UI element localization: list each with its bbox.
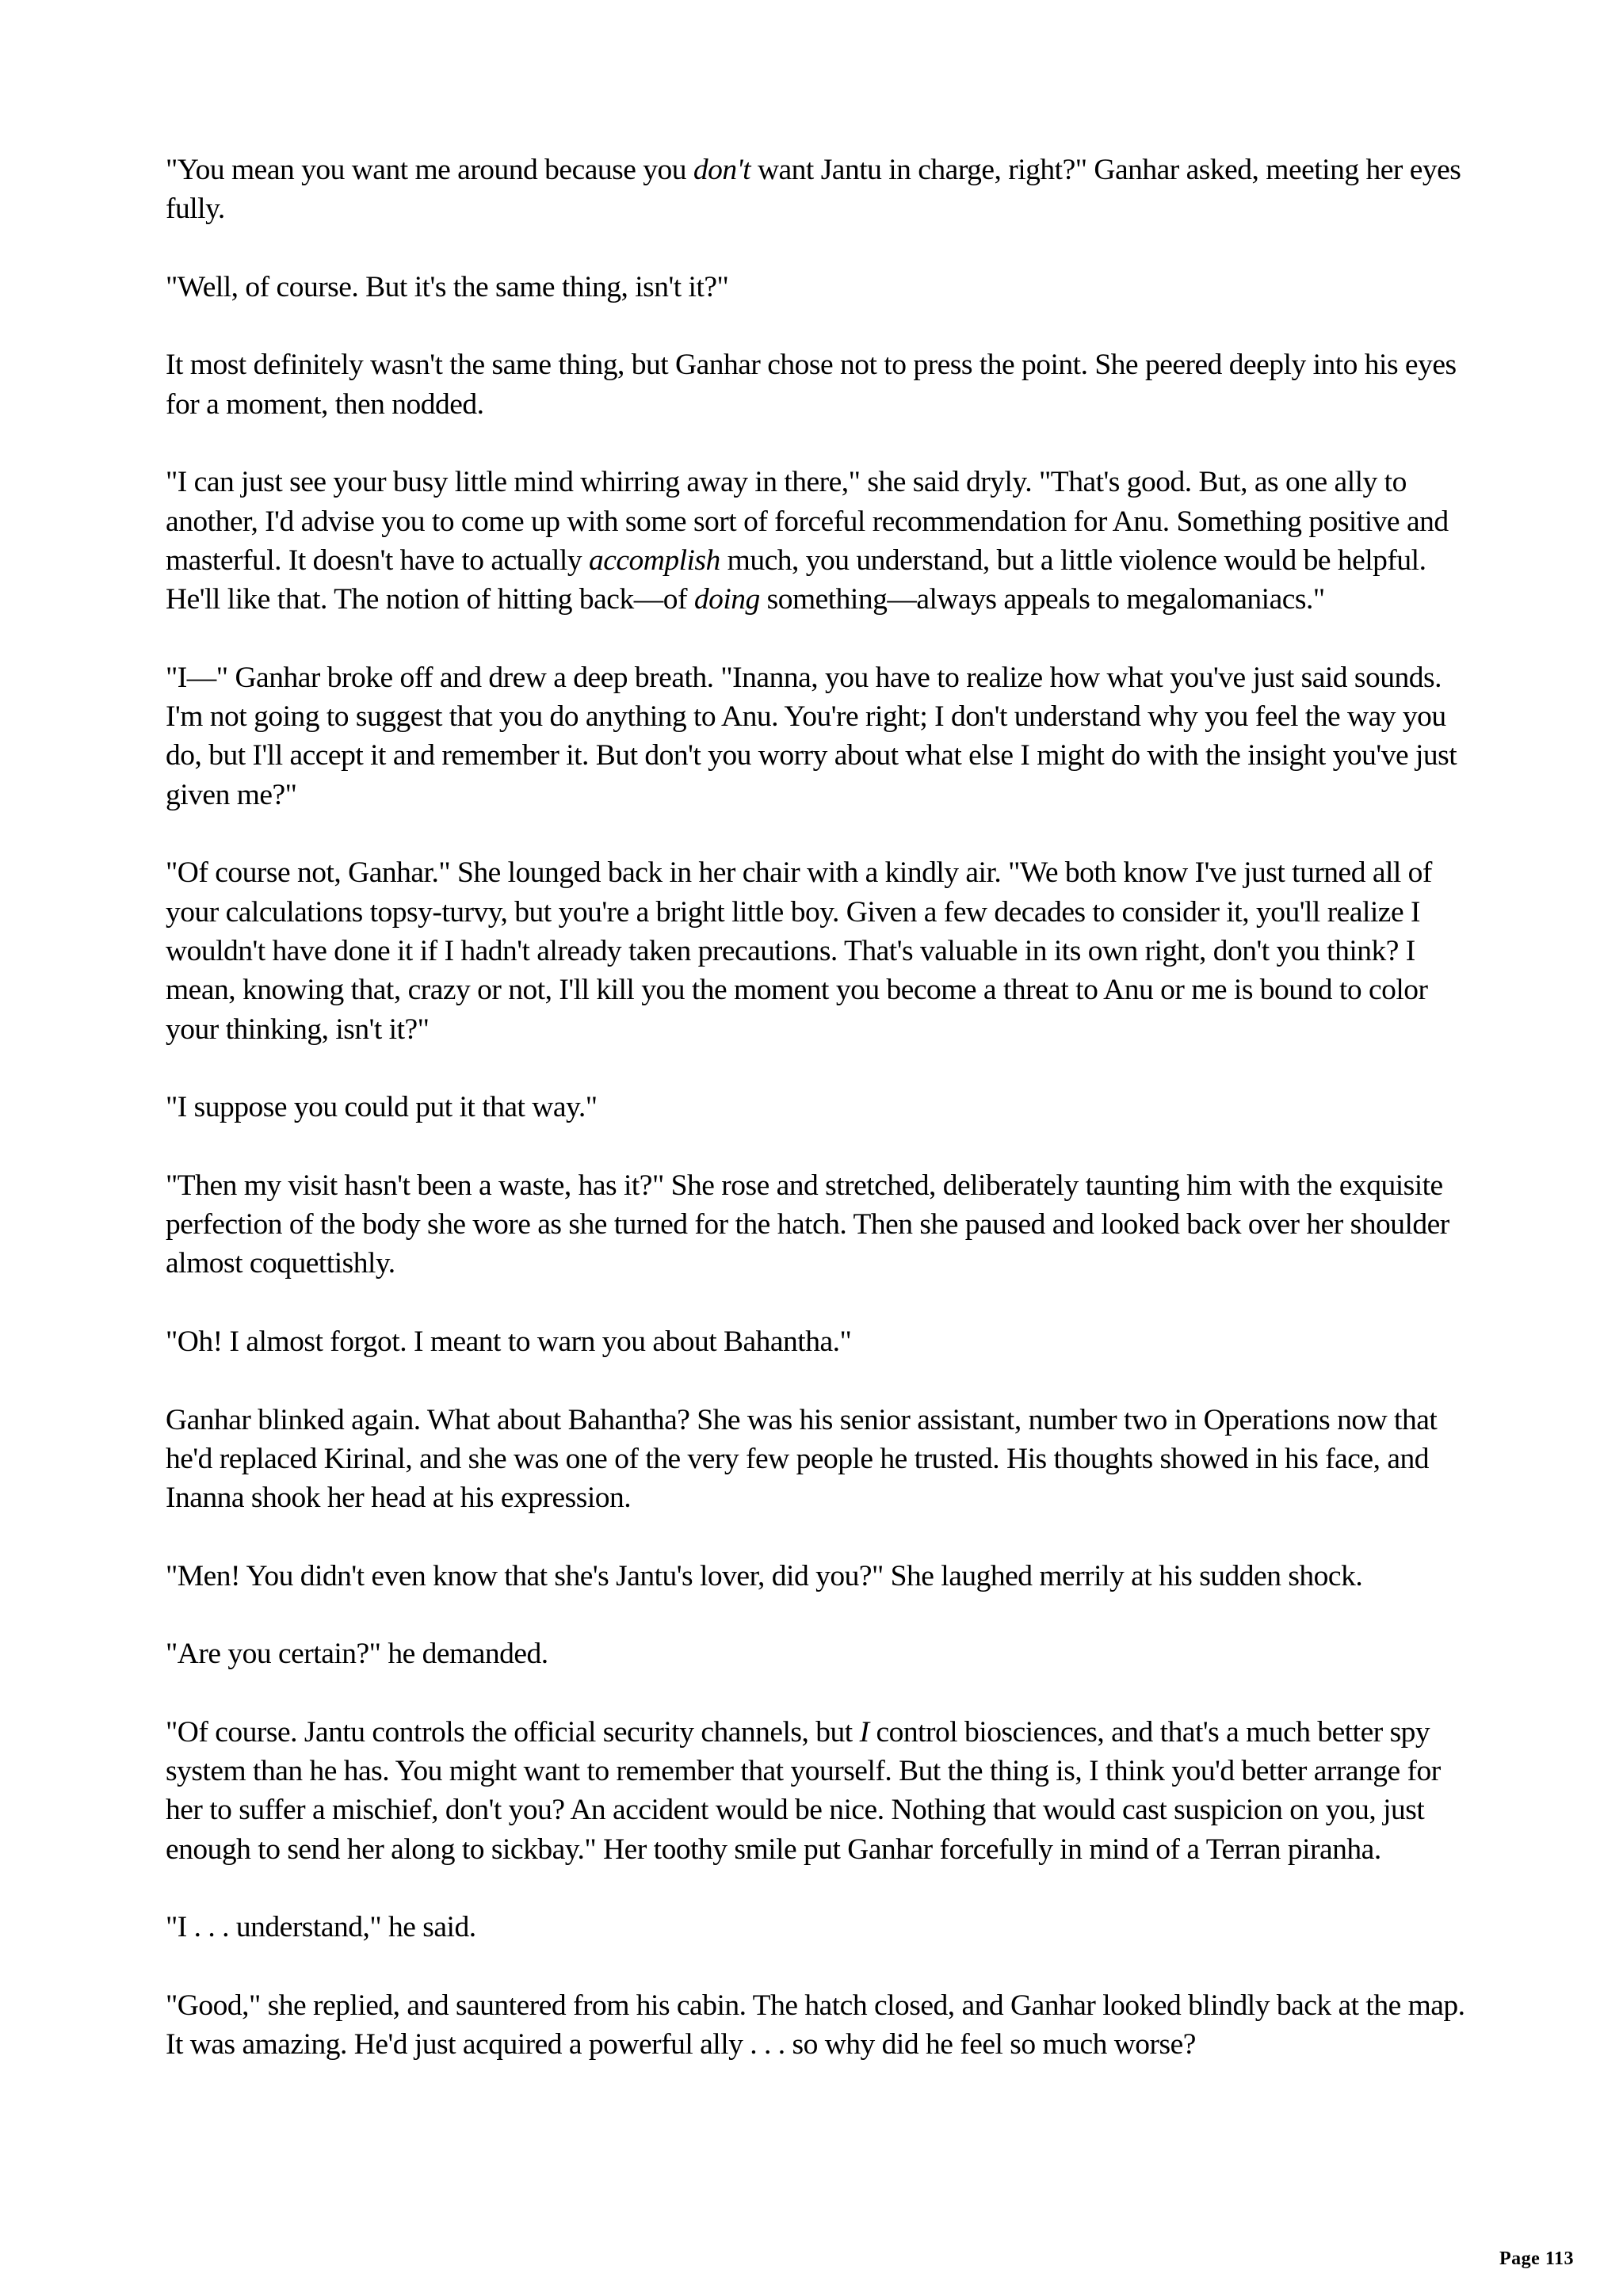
text-run: "Of course not, Ganhar." She lounged back in her chair with a kindly air. "We both know I've just turned all of your calculations topsy-turvy, but you're a bright little boy. Given a few decades to consider it, you'll realize I wouldn't have done it if I hadn't already taken precautions. That's valuable in its own right, don't you think? I mean, knowing that, crazy or not, I'll kill you the moment you become a threat to Anu or me is bound to color your thinking, isn't it?"	[166, 856, 1432, 1046]
text-run: control biosciences, and that's a much better spy system than he has. You might want to remember that yourself. But the thing is, I think you'd better arrange for her to suffer a mischief, don't you? An accident would be nice. Nothing that would cast suspicion on you, just enough to send her along to sickbay." Her toothy smile put Ganhar forcefully in mind of a Terran piranha.	[166, 1715, 1441, 1866]
text-run: "Then my visit hasn't been a waste, has it?" She rose and stretched, deliberately taunting him with the exquisite perfection of the body she wore as she turned for the hatch. Then she paused and looked back over her shoulder almost coquettishly.	[166, 1169, 1449, 1280]
page-number: Page 113	[1499, 2248, 1574, 2269]
text-run: "Men! You didn't even know that she's Jantu's lover, did you?" She laughed merrily at his sudden shock.	[166, 1559, 1363, 1592]
paragraph	[166, 268, 1473, 307]
text-run: "I suppose you could put it that way."	[166, 1091, 598, 1124]
paragraph	[166, 151, 1473, 229]
paragraph	[166, 658, 1473, 814]
paragraph	[166, 1088, 1473, 1127]
paragraph	[166, 1634, 1473, 1673]
text-run: "Are you certain?" he demanded.	[166, 1638, 548, 1671]
body-text	[166, 151, 1473, 2103]
paragraph	[166, 1908, 1473, 1947]
italic-text: don't	[693, 154, 751, 186]
text-run: much, you understand, but a little violence would be helpful. He'll like that. The notion of hitting back—of	[166, 543, 1426, 616]
text-run: something—always appeals to megalomaniacs."	[759, 583, 1325, 616]
text-run: "I—" Ganhar broke off and drew a deep breath. "Inanna, you have to realize how what you've just said sounds. I'm not going to suggest that you do anything to Anu. You're right; I don't understand why you feel the way you do, but I'll accept it and remember it. But don't you worry about what else I might do with the insight you've just given me?"	[166, 661, 1457, 811]
italic-text: accomplish	[588, 543, 720, 577]
text-run: It most definitely wasn't the same thing, but Ganhar chose not to press the point. She peered deeply into his eyes for a moment, then nodded.	[166, 349, 1457, 421]
paragraph	[166, 1166, 1473, 1283]
paragraph	[166, 1557, 1473, 1596]
text-run: "Well, of course. But it's the same thing, isn't it?"	[166, 270, 729, 303]
italic-text: I	[859, 1715, 869, 1749]
paragraph	[166, 463, 1473, 619]
text-run: "Of course. Jantu controls the official security channels, but	[166, 1715, 860, 1749]
paragraph	[166, 853, 1473, 1048]
text-run: want Jantu in charge, right?" Ganhar asked, meeting her eyes fully.	[166, 154, 1461, 226]
text-run: "You mean you want me around because you	[166, 154, 693, 186]
italic-text: doing	[693, 583, 760, 616]
paragraph	[166, 345, 1473, 424]
text-run: "Good," she replied, and sauntered from his cabin. The hatch closed, and Ganhar looked blindly back at the map. It was amazing. He'd just acquired a powerful ally . . . so why did he feel so much worse?	[166, 1989, 1465, 2061]
paragraph	[166, 1713, 1473, 1869]
paragraph	[166, 1986, 1473, 2065]
text-run: "I can just see your busy little mind whirring away in there," she said dryly. "That's good. But, as one ally to another, I'd advise you to come up with some sort of forceful recommendation for Anu. Something positive and masterful. It doesn't have to actually	[166, 466, 1449, 577]
text-run: "I . . . understand," he said.	[166, 1911, 476, 1944]
text-run: Ganhar blinked again. What about Bahantha? She was his senior assistant, number two in Operations now that he'd replaced Kirinal, and she was one of the very few people he trusted. His thoughts showed in his face, and Inanna shook her head at his expression.	[166, 1403, 1438, 1515]
paragraph	[166, 1322, 1473, 1361]
text-run: "Oh! I almost forgot. I meant to warn you about Bahantha."	[166, 1325, 852, 1358]
paragraph	[166, 1401, 1473, 1518]
